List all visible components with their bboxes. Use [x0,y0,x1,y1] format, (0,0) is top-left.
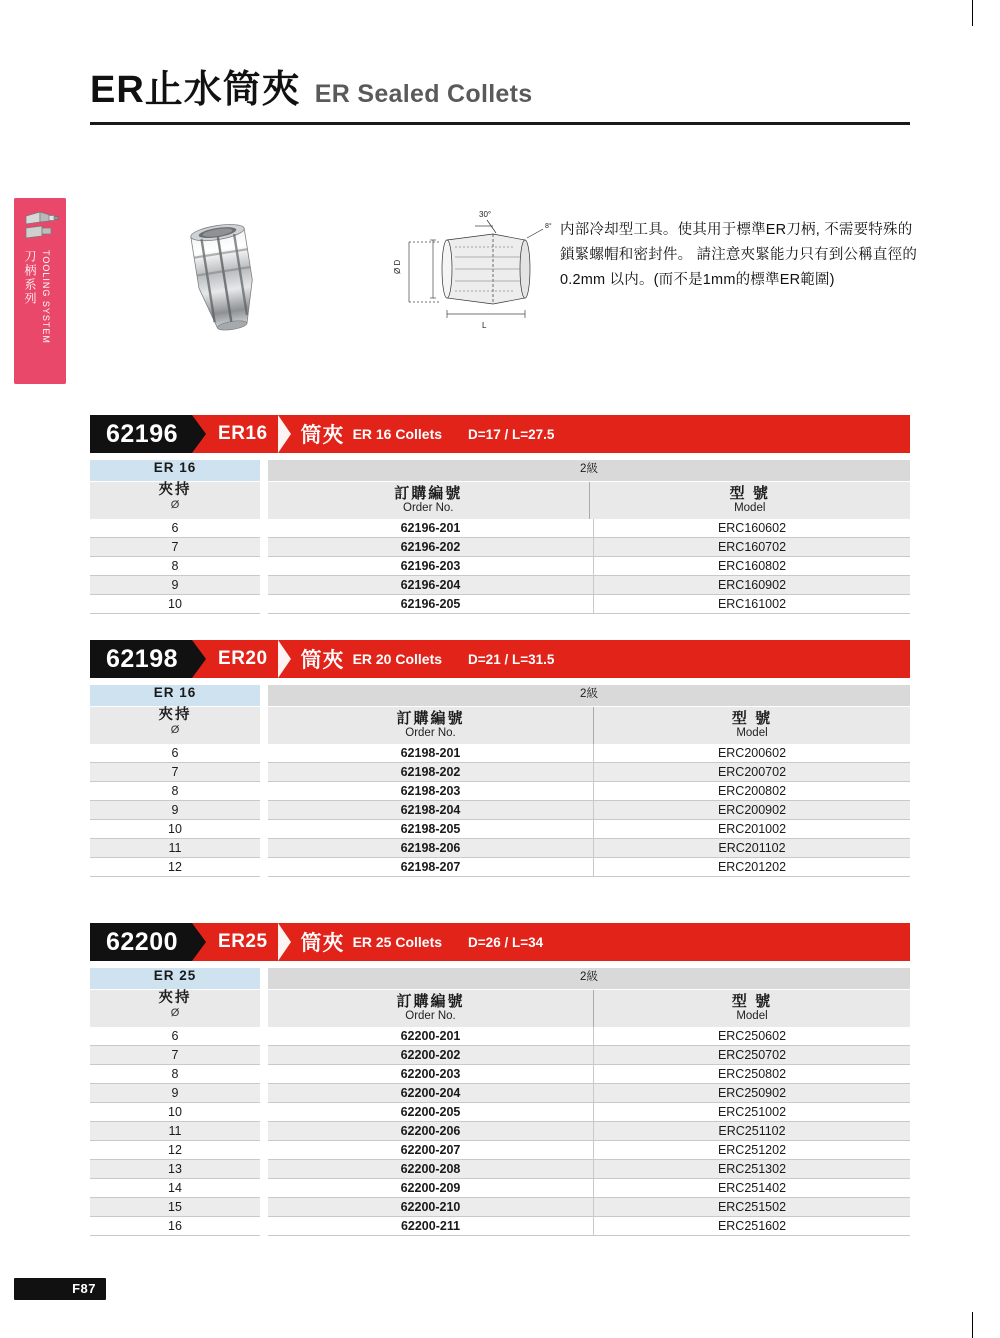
svg-text:Ø D: Ø D [393,259,402,274]
cell-grip-size: 16 [90,1217,260,1236]
table-row [90,1103,910,1122]
table-header-order-en: Order No. [403,502,454,514]
cell-grip-size: 15 [90,1198,260,1217]
cell-gap [260,1046,268,1065]
cell-gap [260,1198,268,1217]
page-title-en: ER Sealed Collets [314,80,533,108]
table-header-grade: 2級 [268,685,910,707]
svg-text:8°: 8° [545,223,552,230]
table-header-grade: 2級 [268,460,910,482]
cell-order-no: 62200-204 [268,1084,594,1103]
cell-model: ERC160802 [594,557,910,576]
table-header-grip-sub: Ø [170,499,180,511]
section-62200 [90,923,910,1236]
table-header-columns [268,707,910,744]
cell-gap [260,763,268,782]
cell-order-no: 62198-207 [268,858,594,877]
section-banner [90,923,910,961]
section-name-cn: 筒夾 [300,932,345,955]
cell-model: ERC251602 [594,1217,910,1236]
table-header-grip [90,707,260,744]
cell-gap [260,782,268,801]
table-header-model-cn: 型 號 [729,485,770,502]
section-62198 [90,640,910,877]
cell-model: ERC250602 [594,1027,910,1046]
cell-grip-size: 9 [90,801,260,820]
table-row [90,595,910,614]
cell-order-no: 62198-203 [268,782,594,801]
spec-table [90,685,910,877]
banner-chevron-black-icon [192,923,206,961]
cell-order-no: 62198-206 [268,839,594,858]
cell-gap [260,1141,268,1160]
table-header-grip [90,482,260,519]
spec-table [90,968,910,1236]
cell-model: ERC250902 [594,1084,910,1103]
title-divider [90,122,910,125]
cell-model: ERC160702 [594,538,910,557]
section-er-badge: ER25 [218,931,268,952]
table-header-columns [268,990,910,1027]
table-row [90,1217,910,1236]
cell-grip-size: 11 [90,839,260,858]
table-row [90,744,910,763]
cell-gap [260,1179,268,1198]
cell-gap [260,820,268,839]
cell-gap [260,744,268,763]
section-banner [90,640,910,678]
cell-model: ERC201002 [594,820,910,839]
cell-grip-size: 13 [90,1160,260,1179]
page-number-tab [14,1278,106,1300]
table-header-grip-sub: Ø [170,724,180,736]
cell-grip-size: 6 [90,1027,260,1046]
side-tab-label-group [22,250,51,370]
cell-gap [260,557,268,576]
cell-order-no: 62196-204 [268,576,594,595]
cell-order-no: 62200-208 [268,1160,594,1179]
cell-gap [260,1217,268,1236]
banner-chevron-black-icon [192,415,206,453]
cell-order-no: 62200-203 [268,1065,594,1084]
table-header-model-cn: 型 號 [731,993,773,1010]
cell-grip-size: 7 [90,1046,260,1065]
cell-gap [260,595,268,614]
table-row [90,858,910,877]
cell-grip-size: 11 [90,1122,260,1141]
svg-text:L: L [482,321,487,330]
cell-model: ERC200802 [594,782,910,801]
section-name-cn: 筒夾 [300,424,345,447]
banner-chevron-black-icon [192,640,206,678]
cell-gap [260,1065,268,1084]
table-body [90,519,910,614]
table-row [90,820,910,839]
section-code: 62198 [90,640,192,678]
table-header-model-cn: 型 號 [731,710,773,727]
section-side-tab [14,198,66,384]
section-62196 [90,415,910,614]
cell-order-no: 62200-205 [268,1103,594,1122]
cell-grip-size: 9 [90,576,260,595]
cell-model: ERC251102 [594,1122,910,1141]
cell-gap [260,576,268,595]
section-name-cn: 筒夾 [300,649,345,672]
cell-grip-size: 9 [90,1084,260,1103]
cell-model: ERC250802 [594,1065,910,1084]
table-row [90,1084,910,1103]
cell-model: ERC201102 [594,839,910,858]
table-row [90,538,910,557]
table-row [90,763,910,782]
cell-order-no: 62196-203 [268,557,594,576]
table-row [90,1141,910,1160]
cell-model: ERC200702 [594,763,910,782]
cell-gap [260,801,268,820]
cell-gap [260,1122,268,1141]
table-row [90,1198,910,1217]
cell-grip-size: 10 [90,820,260,839]
section-banner [90,415,910,453]
section-dimensions: D=21 / L=31.5 [468,651,555,667]
table-row [90,839,910,858]
cell-grip-size: 8 [90,1065,260,1084]
table-header-grip-cn: 夾持 [158,707,192,723]
table-header-er: ER 16 [90,460,260,482]
product-description: 内部冷却型工具。使其用于標準ER刀柄, 不需要特殊的鎖緊螺帽和密封件。 請注意夾緊能力只有到公稱直徑的0.2mm 以内。(而不是1mm的標準ER範圍) [560,222,918,288]
page-header [90,58,910,125]
table-header-order-en: Order No. [405,1010,456,1022]
section-name-en: ER 25 Collets [352,934,443,950]
cell-order-no: 62200-211 [268,1217,594,1236]
cell-gap [260,1160,268,1179]
section-name-en: ER 20 Collets [352,651,443,667]
collet-photo [160,218,290,343]
cell-grip-size: 10 [90,1103,260,1122]
crop-mark-top-right [972,0,973,26]
table-header-model-en: Model [734,502,766,514]
cell-gap [260,1084,268,1103]
table-header-grip-cn: 夾持 [158,482,192,498]
section-name-en: ER 16 Collets [352,426,443,442]
cell-model: ERC251202 [594,1141,910,1160]
cell-model: ERC201202 [594,858,910,877]
cell-gap [260,839,268,858]
cell-model: ERC200602 [594,744,910,763]
cell-order-no: 62196-205 [268,595,594,614]
cell-gap [260,1103,268,1122]
table-row [90,1027,910,1046]
cell-gap [260,1027,268,1046]
cell-model: ERC160902 [594,576,910,595]
cell-grip-size: 10 [90,595,260,614]
table-header-model-en: Model [736,727,768,739]
side-tab-label-en: TOOLING SYSTEM [41,250,51,344]
section-code: 62196 [90,415,192,453]
table-header-grip-sub: Ø [170,1007,180,1019]
table-row [90,519,910,538]
table-header-grade: 2級 [268,968,910,990]
table-header-model-en: Model [736,1010,768,1022]
cell-order-no: 62200-209 [268,1179,594,1198]
table-header-order-cn: 訂購編號 [396,993,465,1010]
section-code: 62200 [90,923,192,961]
cell-order-no: 62200-202 [268,1046,594,1065]
table-header-order-cn: 訂購編號 [396,710,465,727]
table-row [90,1122,910,1141]
cell-grip-size: 6 [90,744,260,763]
cell-grip-size: 8 [90,557,260,576]
cell-gap [260,858,268,877]
cell-order-no: 62200-201 [268,1027,594,1046]
table-body [90,1027,910,1236]
cell-order-no: 62198-202 [268,763,594,782]
cell-model: ERC160602 [594,519,910,538]
cell-model: ERC161002 [594,595,910,614]
cell-model: ERC251302 [594,1160,910,1179]
table-row [90,576,910,595]
spec-table [90,460,910,614]
table-row [90,782,910,801]
cell-order-no: 62200-207 [268,1141,594,1160]
table-header-order-en: Order No. [405,727,456,739]
table-header-grip [90,990,260,1027]
table-header-columns [268,482,910,519]
cell-order-no: 62196-201 [268,519,594,538]
table-row [90,1046,910,1065]
cell-grip-size: 12 [90,858,260,877]
banner-chevron-white-icon [278,415,291,453]
cell-order-no: 62200-210 [268,1198,594,1217]
cell-gap [260,538,268,557]
table-header-order-cn: 訂購編號 [394,485,463,502]
cell-model: ERC251502 [594,1198,910,1217]
page-title-cn: ER止水筒夾 [90,69,301,111]
tool-holder-icon [20,206,60,246]
cell-grip-size: 14 [90,1179,260,1198]
side-tab-label-cn: 刀柄系列 [23,250,37,306]
svg-text:30°: 30° [479,210,492,219]
table-row [90,1160,910,1179]
table-row [90,801,910,820]
page-number: F87 [72,1281,96,1296]
cell-order-no: 62198-204 [268,801,594,820]
banner-chevron-white-icon [278,640,291,678]
cell-order-no: 62198-201 [268,744,594,763]
section-dimensions: D=17 / L=27.5 [468,426,555,442]
collet-technical-drawing [375,202,590,342]
cell-model: ERC251002 [594,1103,910,1122]
cell-model: ERC200902 [594,801,910,820]
cell-order-no: 62198-205 [268,820,594,839]
table-header-er: ER 16 [90,685,260,707]
section-er-badge: ER16 [218,423,268,444]
section-er-badge: ER20 [218,648,268,669]
table-body [90,744,910,877]
table-row [90,1179,910,1198]
banner-chevron-white-icon [278,923,291,961]
cell-model: ERC251402 [594,1179,910,1198]
cell-grip-size: 6 [90,519,260,538]
cell-grip-size: 7 [90,763,260,782]
cell-order-no: 62196-202 [268,538,594,557]
table-row [90,557,910,576]
cell-grip-size: 8 [90,782,260,801]
hero-area [90,190,918,370]
cell-gap [260,519,268,538]
table-header-er: ER 25 [90,968,260,990]
table-header-grip-cn: 夾持 [158,990,192,1006]
cell-model: ERC250702 [594,1046,910,1065]
crop-mark-bottom-right [972,1312,973,1338]
section-dimensions: D=26 / L=34 [468,934,544,950]
table-row [90,1065,910,1084]
cell-order-no: 62200-206 [268,1122,594,1141]
cell-grip-size: 12 [90,1141,260,1160]
cell-grip-size: 7 [90,538,260,557]
